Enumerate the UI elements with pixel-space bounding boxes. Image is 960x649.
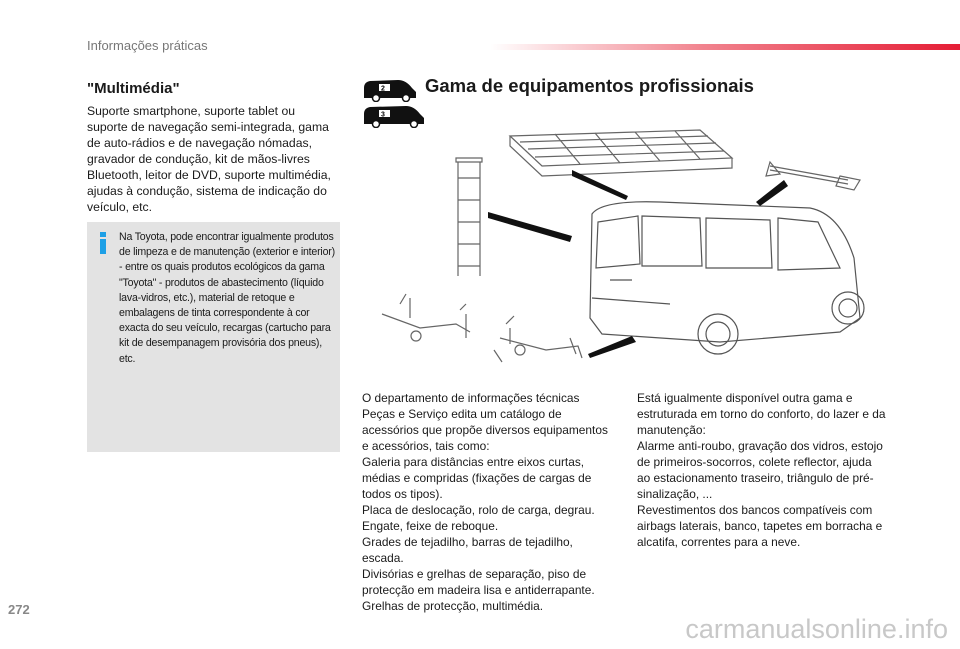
text-line: Divisórias e grelhas de separação, piso de — [362, 567, 587, 581]
text-line: O departamento de informações técnicas — [362, 391, 580, 405]
text-line: Engate, feixe de reboque. — [362, 519, 499, 533]
van-image — [590, 202, 864, 354]
text-line: médias e compridas (fixações de cargas de — [362, 471, 592, 485]
text-line: todos os tipos). — [362, 487, 443, 501]
multimedia-body: Suporte smartphone, suporte tablet ou suporte de navegação semi-integrada, gama de auto-rádios e de navegação nómadas, gravador de condução, kit de mãos-livres Bluetooth, leitor de DVD, suporte multimédia, ajudas à condução, sistema de indicação do veículo, etc. — [87, 104, 331, 214]
van-2-icon — [362, 78, 418, 102]
watermark: carmanualsonline.info — [685, 614, 948, 644]
info-text: Na Toyota, pode encontrar igualmente produtos de limpeza e de manutenção (exterior e interior) - entre os quais produtos ecológicos da gama "Toyota" - produtos de abastecimento (líquido lava-vidros, etc.), material de retoque e embalagens de tinta correspondente à cor exacta do seu veículo, recargas (cartucho para kit de desempanagem provisória dos pneus), etc. — [119, 231, 335, 365]
roof-rack-image — [510, 130, 732, 176]
text-line: de primeiros-socorros, colete reflector, ajuda — [637, 455, 872, 469]
header-accent-bar — [490, 44, 960, 50]
text-line: manutenção: — [637, 423, 706, 437]
van-badge-2: 2 — [381, 85, 385, 93]
text-line: protecção em madeira lisa e antiderrapante. — [362, 583, 595, 597]
pro-equipment-text-left — [362, 390, 624, 614]
text-line: escada. — [362, 551, 404, 565]
text-line: Está igualmente disponível outra gama e — [637, 391, 853, 405]
text-line: acessórios que propõe diversos equipamentos — [362, 423, 608, 437]
text-line: Grades de tejadilho, barras de tejadilho, — [362, 535, 573, 549]
pro-equipment-heading: Gama de equipamentos profissionais — [425, 75, 754, 96]
text-line: Placa de deslocação, rolo de carga, degrau. — [362, 503, 595, 517]
text-line: sinalização, ... — [637, 487, 713, 501]
tow-hitch-image — [382, 294, 470, 341]
text-line: e acessórios, tais como: — [362, 439, 490, 453]
text-line: Grelhas de protecção, multimédia. — [362, 599, 544, 613]
accessories-illustration — [370, 118, 880, 380]
text-line: ao estacionamento traseiro, triângulo de pré- — [637, 471, 874, 485]
text-line: Galeria para distâncias entre eixos curtas, — [362, 455, 585, 469]
pro-equipment-text-right — [637, 390, 899, 550]
van-badge-3: 3 — [381, 111, 385, 119]
ladder-image — [456, 158, 482, 276]
text-line: alcatifa, correntes para a neve. — [637, 535, 801, 549]
page-number: 272 — [8, 602, 30, 617]
multimedia-heading: "Multimédia" — [87, 80, 180, 97]
section-title: Informações práticas — [87, 38, 208, 53]
text-line: Peças e Serviço edita um catálogo de — [362, 407, 562, 421]
text-line: airbags laterais, banco, tapetes em borracha e — [637, 519, 883, 533]
text-line: Revestimentos dos bancos compatíveis com — [637, 503, 873, 517]
tow-hitch-2-image — [494, 316, 582, 362]
text-line: Alarme anti-roubo, gravação dos vidros, estojo — [637, 439, 883, 453]
info-icon — [97, 232, 109, 254]
text-line: estruturada em torno do conforto, do lazer e da — [637, 407, 886, 421]
